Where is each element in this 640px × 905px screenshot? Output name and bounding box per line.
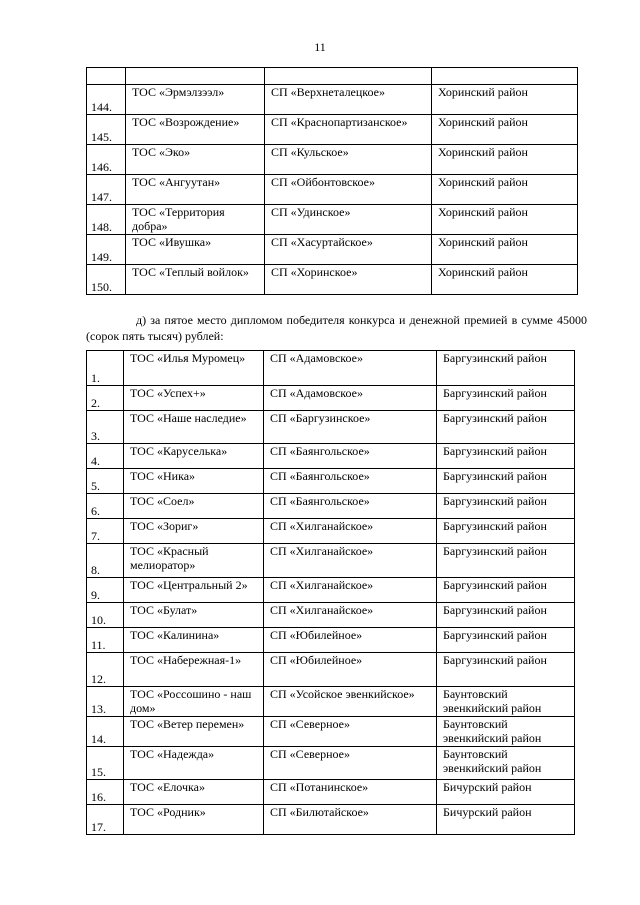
- settlement-name: СП «Хасуртайское»: [265, 235, 432, 265]
- tos-name: ТОС «Зориг»: [124, 519, 264, 544]
- settlement-name: СП «Северное»: [264, 717, 437, 747]
- district-name: Хоринский район: [432, 175, 578, 205]
- district-name: Бичурский район: [437, 780, 575, 805]
- settlement-name: СП «Баянгольское»: [264, 469, 437, 494]
- district-name: Баунтовский эвенкийский район: [437, 747, 575, 780]
- tos-name: ТОС «Территория добра»: [126, 205, 265, 235]
- row-number: 17.: [87, 805, 124, 835]
- page-number: 11: [314, 40, 326, 54]
- row-number: 147.: [87, 175, 126, 205]
- table-row: [87, 68, 578, 85]
- table-row: [87, 494, 575, 519]
- tos-name: ТОС «Набережная-1»: [124, 653, 264, 687]
- settlement-name: СП «Баргузинское»: [264, 411, 437, 444]
- fifth-place-table: [86, 350, 575, 835]
- district-name: Баргузинский район: [437, 603, 575, 628]
- row-number: 15.: [87, 747, 124, 780]
- tos-name: ТОС «Наше наследие»: [124, 411, 264, 444]
- row-number: 16.: [87, 780, 124, 805]
- settlement-name: СП «Удинское»: [265, 205, 432, 235]
- row-number: 146.: [87, 145, 126, 175]
- tos-name: ТОС «Калинина»: [124, 628, 264, 653]
- tos-name: ТОС «Родник»: [124, 805, 264, 835]
- settlement-name: СП «Северное»: [264, 747, 437, 780]
- table-row: [87, 603, 575, 628]
- settlement-name: СП «Юбилейное»: [264, 628, 437, 653]
- row-number: 6.: [87, 494, 124, 519]
- row-number: 5.: [87, 469, 124, 494]
- tos-name: ТОС «Теплый войлок»: [126, 265, 265, 295]
- tos-name: ТОС «Елочка»: [124, 780, 264, 805]
- row-number: 10.: [87, 603, 124, 628]
- district-name: Баргузинский район: [437, 578, 575, 603]
- table-row: [87, 85, 578, 115]
- row-number: 144.: [87, 85, 126, 115]
- tos-name: ТОС «Россошино - наш дом»: [124, 687, 264, 717]
- table-row: [87, 747, 575, 780]
- table-row: [87, 444, 575, 469]
- settlement-name: СП «Усойское эвенкийское»: [264, 687, 437, 717]
- settlement-name: СП «Ойбонтовское»: [265, 175, 432, 205]
- district-name: Баргузинский район: [437, 386, 575, 411]
- settlement-name: СП «Баянгольское»: [264, 494, 437, 519]
- tos-name: ТОС «Ветер перемен»: [124, 717, 264, 747]
- district-name: [432, 68, 578, 85]
- tos-name: ТОС «Центральный 2»: [124, 578, 264, 603]
- tos-name: ТОС «Возрождение»: [126, 115, 265, 145]
- district-name: Баргузинский район: [437, 544, 575, 578]
- district-name: Бичурский район: [437, 805, 575, 835]
- table-row: [87, 717, 575, 747]
- row-number: 9.: [87, 578, 124, 603]
- table-row: [87, 519, 575, 544]
- district-name: Хоринский район: [432, 205, 578, 235]
- row-number: 13.: [87, 687, 124, 717]
- table-row: [87, 386, 575, 411]
- tos-name: ТОС «Ангуутан»: [126, 175, 265, 205]
- table-row: [87, 805, 575, 835]
- district-name: Хоринский район: [432, 235, 578, 265]
- paragraph-text: д) за пятое место дипломом победителя конкурса и денежной премией в сумме 45000 (сорок пять тысяч) рублей:: [86, 313, 587, 343]
- district-name: Хоринский район: [432, 115, 578, 145]
- table-row: [87, 175, 578, 205]
- district-name: Баргузинский район: [437, 519, 575, 544]
- tos-name: ТОС «Красный мелиоратор»: [124, 544, 264, 578]
- settlement-name: СП «Хилганайское»: [264, 544, 437, 578]
- row-number: 148.: [87, 205, 126, 235]
- table-row: [87, 205, 578, 235]
- row-number: 8.: [87, 544, 124, 578]
- district-name: Баргузинский район: [437, 411, 575, 444]
- district-name: Баргузинский район: [437, 494, 575, 519]
- row-number: [87, 68, 126, 85]
- row-number: 2.: [87, 386, 124, 411]
- settlement-name: СП «Адамовское»: [264, 386, 437, 411]
- settlement-name: СП «Хилганайское»: [264, 519, 437, 544]
- district-name: Хоринский район: [432, 265, 578, 295]
- table-row: [87, 544, 575, 578]
- settlement-name: СП «Верхнеталецкое»: [265, 85, 432, 115]
- row-number: 145.: [87, 115, 126, 145]
- tos-name: ТОС «Эко»: [126, 145, 265, 175]
- row-number: 11.: [87, 628, 124, 653]
- settlement-name: СП «Потанинское»: [264, 780, 437, 805]
- table-row: [87, 411, 575, 444]
- settlement-name: СП «Краснопартизанское»: [265, 115, 432, 145]
- district-name: Баргузинский район: [437, 653, 575, 687]
- table-row: [87, 115, 578, 145]
- settlement-name: СП «Кульское»: [265, 145, 432, 175]
- table-row: [87, 351, 575, 386]
- settlement-name: [265, 68, 432, 85]
- table-row: [87, 145, 578, 175]
- district-name: Баргузинский район: [437, 351, 575, 386]
- row-number: 14.: [87, 717, 124, 747]
- district-name: Баунтовский эвенкийский район: [437, 717, 575, 747]
- tos-name: [126, 68, 265, 85]
- table-row: [87, 628, 575, 653]
- table-row: [87, 780, 575, 805]
- table-row: [87, 235, 578, 265]
- tos-name: ТОС «Каруселька»: [124, 444, 264, 469]
- settlement-name: СП «Адамовское»: [264, 351, 437, 386]
- table-row: [87, 687, 575, 717]
- table-row: [87, 578, 575, 603]
- table-row: [87, 653, 575, 687]
- settlement-name: СП «Хилганайское»: [264, 603, 437, 628]
- settlement-name: СП «Билютайское»: [264, 805, 437, 835]
- table-row: [87, 265, 578, 295]
- row-number: 3.: [87, 411, 124, 444]
- tos-name: ТОС «Ивушка»: [126, 235, 265, 265]
- tos-name: ТОС «Надежда»: [124, 747, 264, 780]
- district-name: Баргузинский район: [437, 628, 575, 653]
- tos-name: ТОС «Успех+»: [124, 386, 264, 411]
- table-row: [87, 469, 575, 494]
- district-name: Баунтовский эвенкийский район: [437, 687, 575, 717]
- awards-table-continued: [86, 67, 578, 295]
- row-number: 150.: [87, 265, 126, 295]
- tos-name: ТОС «Булат»: [124, 603, 264, 628]
- settlement-name: СП «Баянгольское»: [264, 444, 437, 469]
- district-name: Хоринский район: [432, 85, 578, 115]
- tos-name: ТОС «Илья Муромец»: [124, 351, 264, 386]
- district-name: Баргузинский район: [437, 444, 575, 469]
- row-number: 7.: [87, 519, 124, 544]
- tos-name: ТОС «Эрмэлзээл»: [126, 85, 265, 115]
- row-number: 12.: [87, 653, 124, 687]
- settlement-name: СП «Хилганайское»: [264, 578, 437, 603]
- fifth-place-paragraph: [86, 312, 587, 344]
- district-name: Баргузинский район: [437, 469, 575, 494]
- district-name: Хоринский район: [432, 145, 578, 175]
- tos-name: ТОС «Ника»: [124, 469, 264, 494]
- settlement-name: СП «Юбилейное»: [264, 653, 437, 687]
- row-number: 4.: [87, 444, 124, 469]
- tos-name: ТОС «Соел»: [124, 494, 264, 519]
- row-number: 149.: [87, 235, 126, 265]
- row-number: 1.: [87, 351, 124, 386]
- settlement-name: СП «Хоринское»: [265, 265, 432, 295]
